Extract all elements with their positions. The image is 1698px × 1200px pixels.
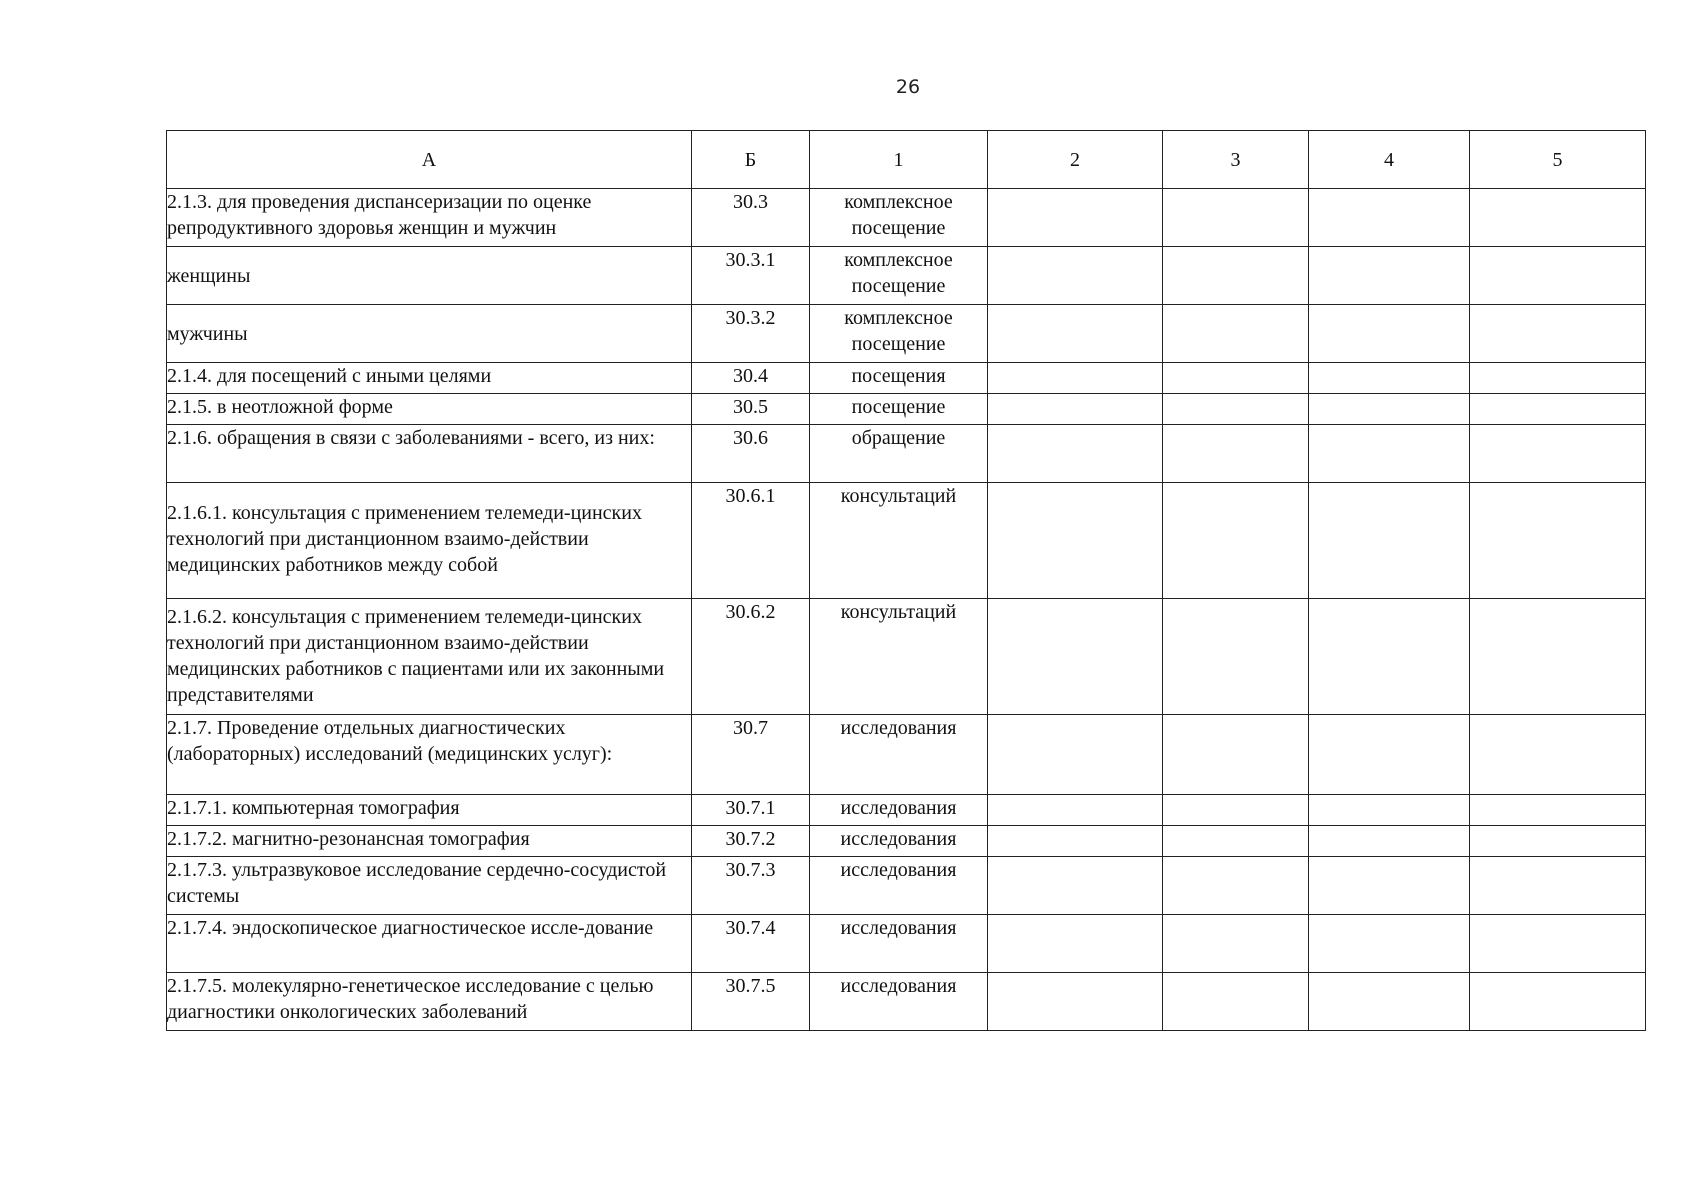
cell-col-3 (1163, 247, 1309, 305)
cell-col-3 (1163, 795, 1309, 826)
cell-col-3 (1163, 425, 1309, 483)
row-label: 2.1.7.4. эндоскопическое диагностическое иссле-дование (167, 915, 692, 973)
cell-col-4 (1309, 305, 1470, 363)
cell-col-5 (1470, 483, 1646, 599)
row-unit: исследования (810, 857, 988, 915)
cell-col-2 (988, 305, 1163, 363)
table-row (167, 915, 1646, 973)
row-label: 2.1.6.2. консультация с применением телемеди-цинских технологий при дистанционном взаимо-действии медицинских работников с пациентами или их законными представителями (167, 599, 692, 715)
row-unit: консультаций (810, 599, 988, 715)
row-code: 30.6 (692, 425, 810, 483)
cell-col-2 (988, 363, 1163, 394)
cell-col-4 (1309, 915, 1470, 973)
page-number: 26 (895, 76, 921, 98)
table-row (167, 795, 1646, 826)
row-code: 30.7.4 (692, 915, 810, 973)
cell-col-5 (1470, 305, 1646, 363)
row-unit: исследования (810, 973, 988, 1031)
cell-col-3 (1163, 394, 1309, 425)
row-code: 30.7 (692, 715, 810, 795)
row-unit: исследования (810, 795, 988, 826)
row-unit: комплексное посещение (810, 305, 988, 363)
row-code: 30.7.1 (692, 795, 810, 826)
cell-col-5 (1470, 857, 1646, 915)
row-code: 30.3 (692, 189, 810, 247)
table-row (167, 394, 1646, 425)
cell-col-2 (988, 795, 1163, 826)
cell-col-4 (1309, 247, 1470, 305)
cell-col-4 (1309, 363, 1470, 394)
table-row (167, 425, 1646, 483)
cell-col-3 (1163, 363, 1309, 394)
cell-col-3 (1163, 305, 1309, 363)
row-code: 30.3.1 (692, 247, 810, 305)
row-code: 30.7.3 (692, 857, 810, 915)
cell-col-4 (1309, 483, 1470, 599)
cell-col-2 (988, 715, 1163, 795)
row-unit: комплексное посещение (810, 247, 988, 305)
table-row (167, 483, 1646, 599)
row-label: 2.1.7.3. ультразвуковое исследование сердечно-сосудистой системы (167, 857, 692, 915)
cell-col-3 (1163, 915, 1309, 973)
cell-col-4 (1309, 715, 1470, 795)
cell-col-2 (988, 394, 1163, 425)
row-code: 30.7.5 (692, 973, 810, 1031)
table-row (167, 715, 1646, 795)
row-unit: исследования (810, 826, 988, 857)
cell-col-2 (988, 915, 1163, 973)
cell-col-3 (1163, 973, 1309, 1031)
row-label: женщины (167, 247, 692, 305)
cell-col-2 (988, 483, 1163, 599)
table-row (167, 599, 1646, 715)
row-unit: посещения (810, 363, 988, 394)
table-row (167, 973, 1646, 1031)
cell-col-4 (1309, 857, 1470, 915)
cell-col-4 (1309, 394, 1470, 425)
row-label: 2.1.5. в неотложной форме (167, 394, 692, 425)
cell-col-5 (1470, 425, 1646, 483)
cell-col-3 (1163, 826, 1309, 857)
cell-col-5 (1470, 973, 1646, 1031)
row-unit: консультаций (810, 483, 988, 599)
header-row (167, 131, 1646, 189)
cell-col-4 (1309, 826, 1470, 857)
cell-col-2 (988, 857, 1163, 915)
row-label: 2.1.3. для проведения диспансеризации по оценке репродуктивного здоровья женщин и мужчин (167, 189, 692, 247)
cell-col-5 (1470, 394, 1646, 425)
header-col-1: 1 (810, 131, 988, 189)
cell-col-5 (1470, 915, 1646, 973)
table-row (167, 857, 1646, 915)
table-row (167, 189, 1646, 247)
header-col-3: 3 (1163, 131, 1309, 189)
cell-col-2 (988, 826, 1163, 857)
cell-col-5 (1470, 189, 1646, 247)
row-unit: исследования (810, 915, 988, 973)
row-label: 2.1.6.1. консультация с применением телемеди-цинских технологий при дистанционном взаимо-действии медицинских работников между собой (167, 483, 692, 599)
cell-col-3 (1163, 715, 1309, 795)
data-table (166, 130, 1646, 1031)
cell-col-2 (988, 189, 1163, 247)
header-col-b: Б (692, 131, 810, 189)
cell-col-2 (988, 425, 1163, 483)
cell-col-5 (1470, 599, 1646, 715)
cell-col-5 (1470, 247, 1646, 305)
row-label: 2.1.4. для посещений с иными целями (167, 363, 692, 394)
cell-col-3 (1163, 599, 1309, 715)
cell-col-5 (1470, 826, 1646, 857)
table-row (167, 363, 1646, 394)
row-label: мужчины (167, 305, 692, 363)
row-code: 30.3.2 (692, 305, 810, 363)
row-unit: исследования (810, 715, 988, 795)
cell-col-4 (1309, 795, 1470, 826)
cell-col-2 (988, 247, 1163, 305)
row-code: 30.6.2 (692, 599, 810, 715)
header-col-2: 2 (988, 131, 1163, 189)
header-col-5: 5 (1470, 131, 1646, 189)
cell-col-3 (1163, 483, 1309, 599)
header-col-a: А (167, 131, 692, 189)
row-code: 30.7.2 (692, 826, 810, 857)
cell-col-2 (988, 599, 1163, 715)
cell-col-4 (1309, 599, 1470, 715)
cell-col-4 (1309, 973, 1470, 1031)
row-unit: комплексное посещение (810, 189, 988, 247)
cell-col-3 (1163, 857, 1309, 915)
row-code: 30.6.1 (692, 483, 810, 599)
row-unit: посещение (810, 394, 988, 425)
row-label: 2.1.7.1. компьютерная томография (167, 795, 692, 826)
cell-col-2 (988, 973, 1163, 1031)
table-row (167, 247, 1646, 305)
row-label: 2.1.6. обращения в связи с заболеваниями - всего, из них: (167, 425, 692, 483)
row-code: 30.5 (692, 394, 810, 425)
row-code: 30.4 (692, 363, 810, 394)
table-row (167, 305, 1646, 363)
row-label: 2.1.7. Проведение отдельных диагностических (лабораторных) исследований (медицинских услуг): (167, 715, 692, 795)
row-label: 2.1.7.5. молекулярно-генетическое исследование с целью диагностики онкологических заболеваний (167, 973, 692, 1031)
cell-col-5 (1470, 363, 1646, 394)
row-label: 2.1.7.2. магнитно-резонансная томография (167, 826, 692, 857)
cell-col-3 (1163, 189, 1309, 247)
cell-col-5 (1470, 795, 1646, 826)
table-row (167, 826, 1646, 857)
cell-col-4 (1309, 425, 1470, 483)
row-unit: обращение (810, 425, 988, 483)
header-col-4: 4 (1309, 131, 1470, 189)
cell-col-5 (1470, 715, 1646, 795)
cell-col-4 (1309, 189, 1470, 247)
